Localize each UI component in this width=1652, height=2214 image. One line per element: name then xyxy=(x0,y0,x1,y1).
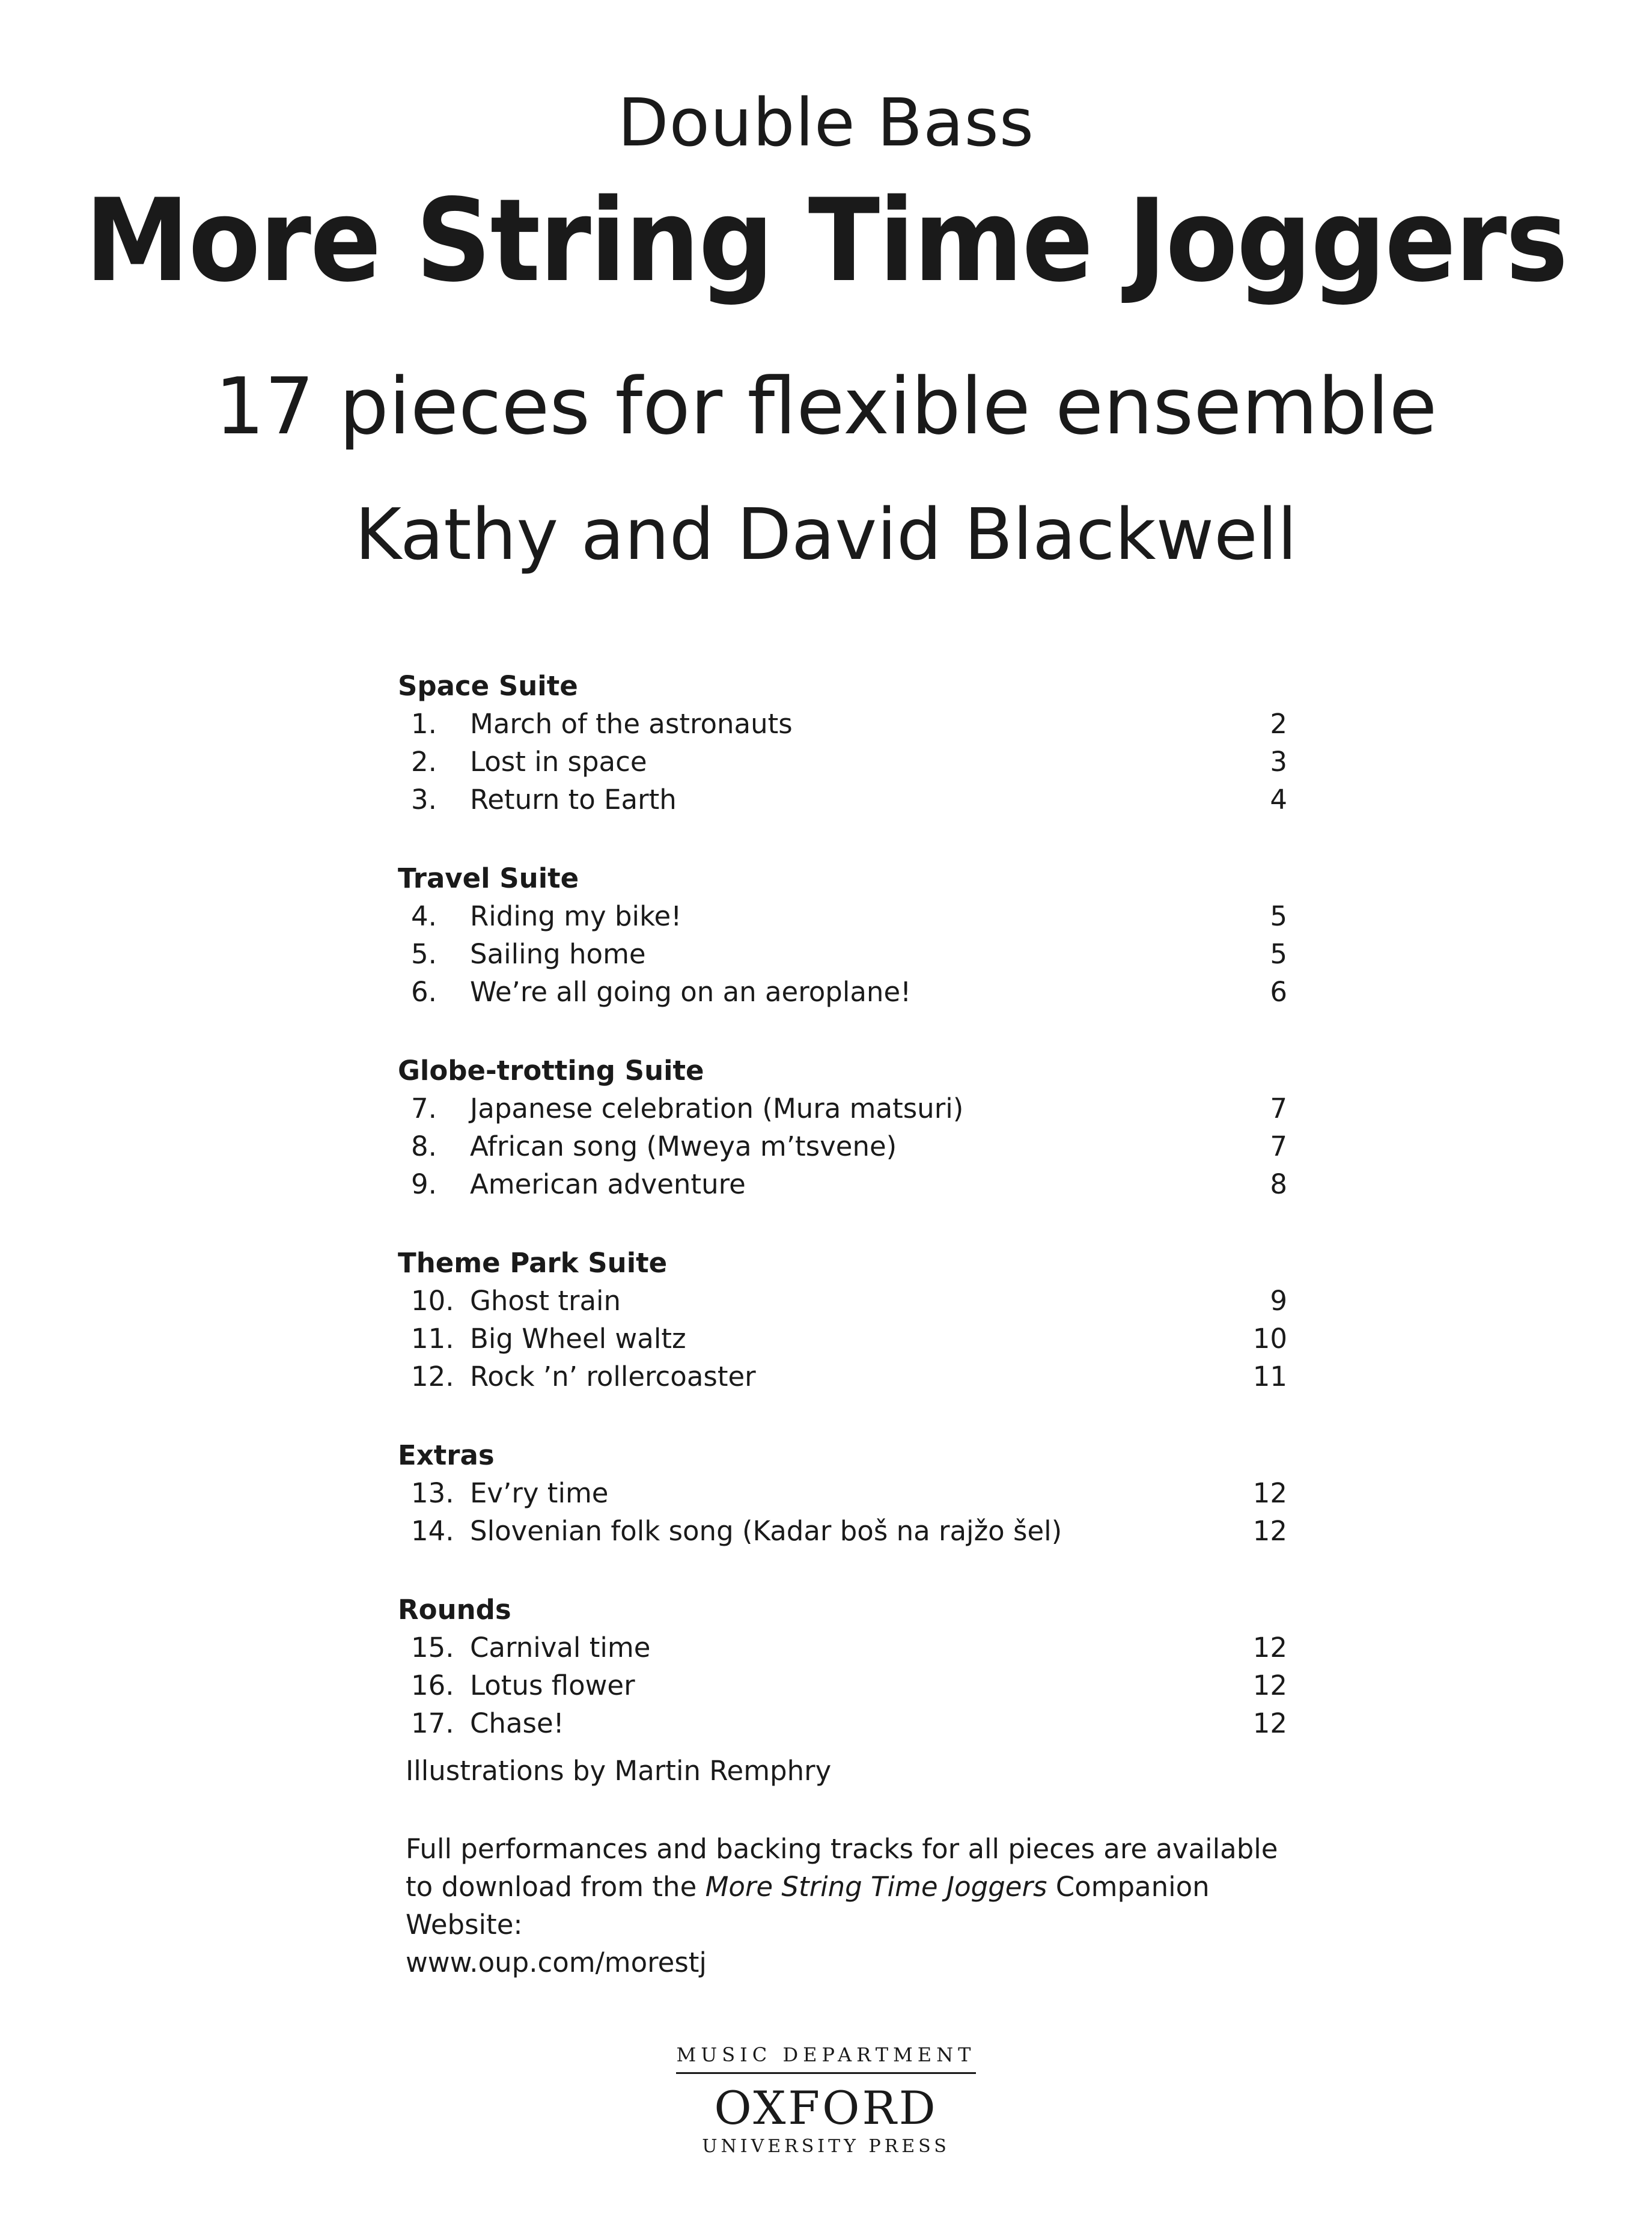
piece-title: March of the astronauts xyxy=(470,708,793,740)
page-number: 8 xyxy=(1270,1168,1287,1200)
download-url: www.oup.com/morestj xyxy=(406,1947,707,1978)
download-text-before: Full performances and backing tracks for all pieces are available to download from the xyxy=(406,1833,1278,1903)
piece-number: 12. xyxy=(411,1361,454,1392)
piece-number: 4. xyxy=(411,900,437,932)
page-number: 6 xyxy=(1270,976,1287,1008)
piece-number: 14. xyxy=(411,1515,454,1547)
piece-number: 8. xyxy=(411,1130,437,1162)
page-number: 5 xyxy=(1270,900,1287,932)
illustrations-credit: Illustrations by Martin Remphry xyxy=(406,1755,832,1787)
page-number: 5 xyxy=(1270,938,1287,970)
contents-row xyxy=(398,1667,1287,1704)
piece-number: 15. xyxy=(411,1632,454,1664)
piece-number: 16. xyxy=(411,1670,454,1701)
suite-section xyxy=(398,1591,1287,1742)
suite-section xyxy=(398,1436,1287,1550)
publisher-name: OXFORD xyxy=(714,2081,938,2135)
book-title: More String Time Joggers xyxy=(85,174,1567,307)
contents-row xyxy=(398,1512,1287,1550)
piece-title: Lost in space xyxy=(470,746,647,778)
suite-title: Rounds xyxy=(398,1594,511,1626)
page-number: 7 xyxy=(1270,1093,1287,1124)
download-text-after: Companion Website: xyxy=(406,1871,1210,1941)
contents-row xyxy=(398,1704,1287,1742)
contents-row xyxy=(398,1127,1287,1165)
page-number: 11 xyxy=(1252,1361,1287,1392)
piece-number: 2. xyxy=(411,746,437,778)
suite-section xyxy=(398,1052,1287,1203)
contents-row xyxy=(398,1282,1287,1320)
piece-title: Ghost train xyxy=(470,1285,621,1317)
contents-row xyxy=(398,1629,1287,1667)
suite-title: Extras xyxy=(398,1439,495,1471)
piece-number: 11. xyxy=(411,1323,454,1355)
page-number: 3 xyxy=(1270,746,1287,778)
page-number: 12 xyxy=(1252,1515,1287,1547)
publisher-department: MUSIC DEPARTMENT xyxy=(676,2043,975,2074)
suite-section xyxy=(398,859,1287,1011)
publisher-logo xyxy=(0,2043,1652,2157)
piece-title: Lotus flower xyxy=(470,1670,635,1701)
contents-row xyxy=(398,1358,1287,1395)
piece-number: 3. xyxy=(411,784,437,816)
page-number: 10 xyxy=(1252,1323,1287,1355)
piece-number: 1. xyxy=(411,708,437,740)
piece-title: Rock ’n’ rollercoaster xyxy=(470,1361,756,1392)
piece-number: 13. xyxy=(411,1477,454,1509)
download-notice xyxy=(406,1830,1295,1981)
authors: Kathy and David Blackwell xyxy=(355,493,1297,576)
piece-title: Sailing home xyxy=(470,938,646,970)
contents-row xyxy=(398,705,1287,743)
suite-title: Theme Park Suite xyxy=(398,1247,668,1279)
contents-row xyxy=(398,743,1287,781)
piece-title: Return to Earth xyxy=(470,784,677,816)
contents-row xyxy=(398,1165,1287,1203)
piece-title: Slovenian folk song (Kadar boš na rajžo šel) xyxy=(470,1515,1062,1547)
book-subtitle: 17 pieces for flexible ensemble xyxy=(215,361,1437,452)
page-number: 7 xyxy=(1270,1130,1287,1162)
page-number: 12 xyxy=(1252,1632,1287,1664)
contents-row xyxy=(398,897,1287,935)
contents-row xyxy=(398,1090,1287,1127)
suite-section xyxy=(398,667,1287,819)
page-number: 12 xyxy=(1252,1707,1287,1739)
page-number: 12 xyxy=(1252,1477,1287,1509)
download-book-title: More String Time Joggers xyxy=(705,1871,1047,1903)
piece-title: Riding my bike! xyxy=(470,900,682,932)
piece-number: 7. xyxy=(411,1093,437,1124)
page-number: 4 xyxy=(1270,784,1287,816)
page-number: 9 xyxy=(1270,1285,1287,1317)
contents-row xyxy=(398,1474,1287,1512)
piece-number: 17. xyxy=(411,1707,454,1739)
page-number: 2 xyxy=(1270,708,1287,740)
publisher-press: UNIVERSITY PRESS xyxy=(702,2136,950,2157)
suite-title: Globe-trotting Suite xyxy=(398,1055,704,1087)
piece-number: 10. xyxy=(411,1285,454,1317)
piece-title: African song (Mweya m’tsvene) xyxy=(470,1130,897,1162)
contents-row xyxy=(398,781,1287,819)
contents-row xyxy=(398,1320,1287,1358)
piece-number: 6. xyxy=(411,976,437,1008)
piece-title: Big Wheel waltz xyxy=(470,1323,686,1355)
suite-title: Travel Suite xyxy=(398,862,579,894)
piece-title: Carnival time xyxy=(470,1632,651,1664)
page-number: 12 xyxy=(1252,1670,1287,1701)
instrument-heading: Double Bass xyxy=(617,84,1035,161)
piece-title: American adventure xyxy=(470,1168,746,1200)
piece-number: 9. xyxy=(411,1168,437,1200)
piece-title: We’re all going on an aeroplane! xyxy=(470,976,912,1008)
suite-section xyxy=(398,1244,1287,1395)
piece-number: 5. xyxy=(411,938,437,970)
suite-title: Space Suite xyxy=(398,670,578,702)
contents-row xyxy=(398,935,1287,973)
piece-title: Chase! xyxy=(470,1707,564,1739)
contents-row xyxy=(398,973,1287,1011)
table-of-contents xyxy=(398,667,1287,1783)
piece-title: Japanese celebration (Mura matsuri) xyxy=(470,1093,964,1124)
piece-title: Ev’ry time xyxy=(470,1477,609,1509)
